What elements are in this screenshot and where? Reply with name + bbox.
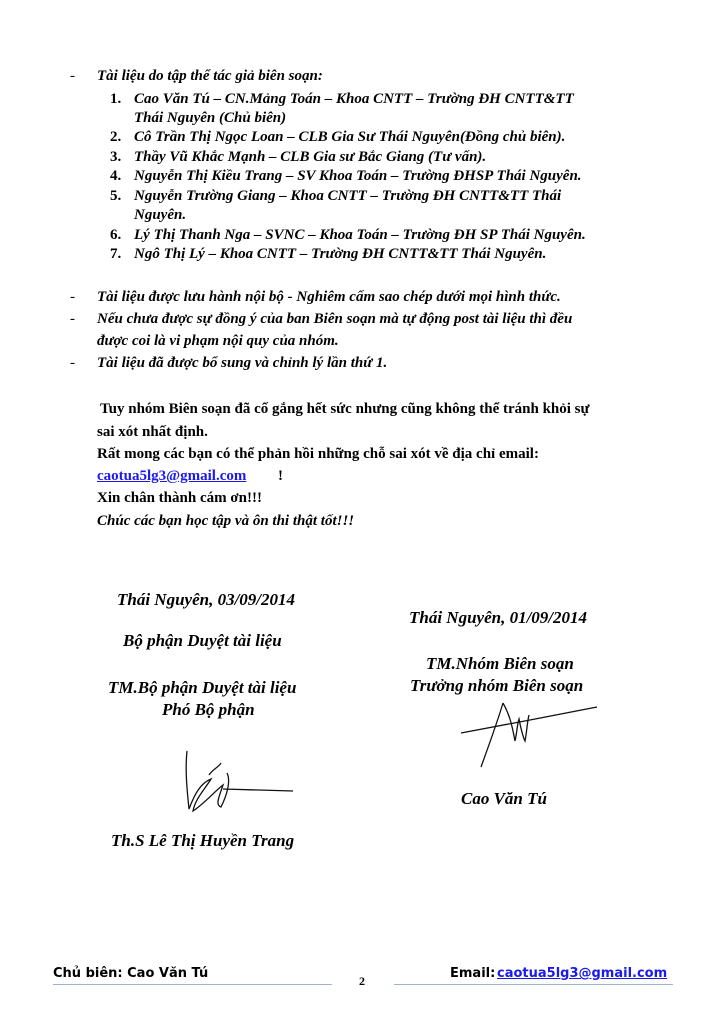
list-number: 1. — [110, 91, 122, 107]
left-tm: TM.Bộ phận Duyệt tài liệu — [108, 678, 297, 697]
author-4: Nguyễn Thị Kiều Trang – SV Khoa Toán – Trường ĐHSP Thái Nguyên. — [134, 168, 582, 184]
left-role: Phó Bộ phận — [162, 700, 255, 719]
left-date: Thái Nguyên, 03/09/2014 — [117, 590, 296, 609]
author-1-line-2: Thái Nguyên (Chủ biên) — [134, 110, 287, 126]
list-number: 4. — [110, 168, 122, 184]
left-signature — [175, 745, 305, 817]
bullet-dash: - — [70, 355, 75, 371]
right-signer-name: Cao Văn Tú — [461, 789, 547, 808]
author-7: Ngô Thị Lý – Khoa CNTT – Trường ĐH CNTT&TT Thái Nguyên. — [134, 246, 547, 262]
right-signature — [455, 697, 605, 769]
wish-text: Chúc các bạn học tập và ôn thi thật tốt!!! — [97, 513, 355, 529]
footer-email-link[interactable]: caotua5lg3@gmail.com — [497, 966, 668, 981]
feedback-request: Rất mong các bạn có thể phản hồi những chỗ sai xót về địa chỉ email: — [97, 446, 539, 462]
right-role: Trưởng nhóm Biên soạn — [410, 676, 584, 695]
email-suffix: ! — [278, 468, 283, 484]
right-date: Thái Nguyên, 01/09/2014 — [409, 608, 588, 627]
author-1-line-1: Cao Văn Tú – CN.Mảng Toán – Khoa CNTT – Trường ĐH CNTT&TT — [134, 91, 574, 107]
authors-intro: Tài liệu do tập thể tác giả biên soạn: — [97, 68, 323, 84]
bullet-dash: - — [70, 311, 75, 327]
note-3: Tài liệu đã được bổ sung và chỉnh lý lần thứ 1. — [97, 355, 388, 371]
author-5-line-2: Nguyên. — [134, 207, 187, 223]
note-1: Tài liệu được lưu hành nội bộ - Nghiêm cấm sao chép dưới mọi hình thức. — [97, 289, 561, 305]
list-number: 3. — [110, 149, 122, 165]
note-2-line-1: Nếu chưa được sự đồng ý của ban Biên soạn mà tự động post tài liệu thì đều — [97, 311, 573, 327]
left-signer-name: Th.S Lê Thị Huyền Trang — [111, 831, 295, 850]
right-tm: TM.Nhóm Biên soạn — [426, 654, 574, 673]
bullet-dash: - — [70, 68, 75, 84]
author-2: Cô Trần Thị Ngọc Loan – CLB Gia Sư Thái Nguyên(Đồng chủ biên). — [134, 129, 566, 145]
note-2-line-2: được coi là vi phạm nội quy của nhóm. — [97, 333, 339, 349]
message-line-2: sai xót nhất định. — [97, 424, 208, 440]
list-number: 6. — [110, 227, 122, 243]
author-5-line-1: Nguyễn Trường Giang – Khoa CNTT – Trường ĐH CNTT&TT Thái — [134, 188, 562, 204]
author-3: Thầy Vũ Khắc Mạnh – CLB Gia sư Bắc Giang (Tư vấn). — [134, 149, 487, 165]
list-number: 7. — [110, 246, 122, 262]
email-link[interactable]: caotua5lg3@gmail.com — [97, 468, 247, 484]
list-number: 5. — [110, 188, 122, 204]
footer-divider-right — [394, 984, 673, 985]
footer-editor: Chủ biên: Cao Văn Tú — [53, 966, 209, 981]
list-number: 2. — [110, 129, 122, 145]
page-number: 2 — [359, 974, 365, 988]
thanks-text: Xin chân thành cám ơn!!! — [97, 490, 262, 506]
left-department: Bộ phận Duyệt tài liệu — [123, 631, 282, 650]
footer-divider-left — [53, 984, 332, 985]
author-6: Lý Thị Thanh Nga – SVNC – Khoa Toán – Trường ĐH SP Thái Nguyên. — [134, 227, 586, 243]
bullet-dash: - — [70, 289, 75, 305]
message-line-1: Tuy nhóm Biên soạn đã cố gắng hết sức nhưng cũng không thể tránh khỏi sự — [100, 401, 590, 417]
footer-email-label: Email: — [450, 966, 496, 981]
